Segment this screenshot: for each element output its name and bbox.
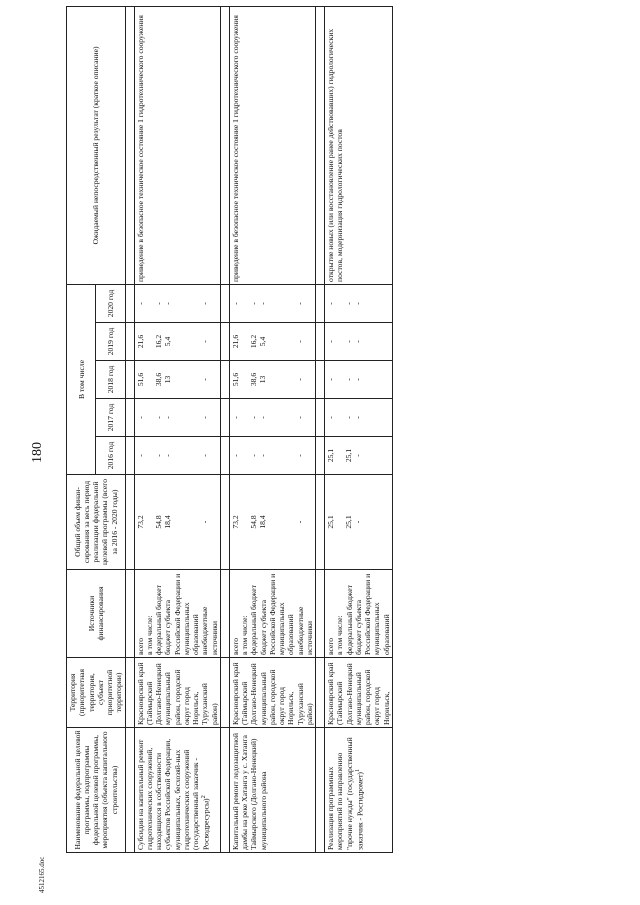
expected-result-cell: приведение в безопасное техническое состояние 1 гидротехнического сооружения	[229, 6, 315, 284]
territory-cell: Красноярский край (Таймырский Долгано-Ненецкий муниципальный район, городской округ город Норильск, Туруханский район)	[229, 658, 315, 728]
program-name: Капитальный ремонт ледозащитной дамбы на реке Хатанга у с. Хатанга Таймырского (Долгано-Ненецкий) муниципального района	[230, 733, 268, 850]
funding-source-label: всего	[135, 637, 145, 655]
year-value: -	[230, 416, 240, 419]
year-value: 13	[257, 375, 267, 384]
footnote-mark: 2	[200, 795, 208, 799]
funding-source-label: внебюджетные источники	[200, 606, 219, 655]
document-code: 4512165.doc	[38, 856, 46, 893]
spacer-cell	[316, 475, 325, 570]
funding-source-label: бюджет субъекта Российской Федерации и муниципальных образований	[353, 573, 391, 655]
funding-source-label: всего	[326, 637, 335, 655]
spacer-cell	[220, 658, 229, 728]
year-value: -	[153, 416, 163, 419]
year-value: -	[230, 302, 240, 305]
year-value-cell	[325, 323, 393, 361]
year-value-cell	[229, 437, 315, 475]
year-value: -	[135, 416, 145, 419]
page-number: 180	[30, 442, 45, 463]
year-value-cell	[229, 399, 315, 437]
year-value: 51,6	[230, 372, 240, 387]
total-value: 73,2	[135, 515, 145, 529]
year-value: 38,6	[248, 372, 258, 387]
year-value-cell	[229, 284, 315, 322]
funding-source-cell	[134, 570, 220, 658]
year-value	[145, 439, 154, 472]
year-value: -	[294, 340, 304, 343]
year-value: 25,1	[344, 448, 353, 463]
total-value: 54,8	[153, 515, 163, 529]
expected-result-cell: открытие новых (или восстановление ранее действовавших) гидрологических постов, модернизация гидрологических постов	[325, 6, 393, 284]
year-value: -	[257, 416, 267, 419]
header-including-group: В том числе	[67, 284, 96, 474]
spacer-cell	[125, 399, 134, 437]
year-value	[240, 325, 249, 358]
year-value: -	[135, 454, 145, 457]
funding-source-label: федеральный бюджет	[154, 585, 163, 655]
header-territory: Территория (приоритетная территория, субъект приоритетной территории)	[67, 658, 126, 728]
spacer-cell	[125, 728, 134, 853]
header-year-2020: 2020 год	[96, 284, 125, 322]
territory-cell: Красноярский край (Таймырский Долгано-Ненецкий муниципальный район, городской округ город Норильск,	[325, 658, 393, 728]
year-value	[335, 439, 344, 472]
funding-source-cell	[229, 570, 315, 658]
spacer-cell	[220, 437, 229, 475]
header-year-2019: 2019 год	[96, 323, 125, 361]
year-value: -	[248, 454, 258, 457]
year-value	[240, 439, 249, 472]
funding-source-label: бюджет субъекта Российской Федерации и муниципальных образований	[258, 573, 296, 655]
spacer-cell	[316, 728, 325, 853]
total-volume-cell	[134, 475, 220, 570]
spacer-cell	[316, 6, 325, 284]
year-value: -	[199, 378, 209, 381]
spacer-cell	[316, 323, 325, 361]
spacer-cell	[125, 437, 134, 475]
year-value: 16,2	[153, 334, 163, 349]
table-row	[325, 6, 393, 852]
expected-result-cell: приведение в безопасное техническое состояние 1 гидротехнического сооружения	[134, 6, 220, 284]
year-value: -	[326, 302, 335, 305]
year-value: -	[294, 416, 304, 419]
table-body	[125, 6, 392, 852]
year-value: -	[326, 378, 335, 381]
spacer-cell	[125, 658, 134, 728]
year-value: -	[153, 454, 163, 457]
year-value-cell	[134, 323, 220, 361]
spacer-row	[220, 6, 229, 852]
year-value-cell	[229, 361, 315, 399]
spacer-cell	[125, 361, 134, 399]
year-value-cell	[134, 361, 220, 399]
spacer-cell	[125, 570, 134, 658]
spacer-cell	[220, 6, 229, 284]
year-value	[145, 363, 154, 396]
spacer-cell	[220, 570, 229, 658]
total-value: -	[199, 520, 209, 524]
funding-source-label: бюджет субъекта Российской Федерации и муниципальных образований	[163, 573, 200, 655]
year-value: -	[199, 454, 209, 457]
program-table	[66, 6, 393, 853]
year-value: -	[344, 416, 353, 419]
funding-source-label: внебюджетные источники	[295, 606, 314, 655]
year-value: -	[257, 302, 267, 305]
spacer-cell	[125, 323, 134, 361]
year-value: -	[353, 378, 362, 381]
total-value: 54,8	[248, 515, 258, 529]
total-value	[240, 477, 249, 567]
year-value	[145, 401, 154, 434]
spacer-row	[125, 6, 134, 852]
year-value: -	[353, 454, 362, 457]
funding-source-label: федеральный бюджет	[249, 585, 259, 655]
year-value: 21,6	[230, 334, 240, 349]
territory-cell: Красноярский край (Таймырский Долгано-Ненецкий муниципальный район, городской округ город Норильск, Туруханский район)	[134, 658, 220, 728]
year-value: -	[153, 302, 163, 305]
spacer-cell	[220, 399, 229, 437]
spacer-cell	[220, 361, 229, 399]
year-value	[335, 325, 344, 358]
total-value: 18,4	[162, 515, 172, 529]
table-row	[229, 6, 315, 852]
funding-source-label: в том числе:	[335, 615, 345, 655]
year-value: -	[326, 340, 335, 343]
header-year-2017: 2017 год	[96, 399, 125, 437]
year-value: -	[294, 378, 304, 381]
total-value: -	[294, 520, 304, 524]
year-value: -	[162, 454, 172, 457]
total-value	[335, 477, 344, 567]
year-value: -	[199, 340, 209, 343]
year-value: -	[326, 416, 335, 419]
year-value: -	[294, 302, 304, 305]
header-row	[67, 6, 96, 852]
table-row	[134, 6, 220, 852]
total-value: 73,2	[230, 515, 240, 529]
year-value-cell	[229, 323, 315, 361]
total-value	[145, 477, 154, 567]
year-value: -	[230, 454, 240, 457]
year-value	[335, 363, 344, 396]
year-value	[145, 325, 154, 358]
year-value	[240, 287, 249, 320]
spacer-cell	[316, 361, 325, 399]
program-name: Субсидии на капитальный ремонт гидротехнических сооружений, находящихся в собственности субъектов Российской Федерации, муниципальных, бесхозяй-ных гидротехнических сооружений (государственный заказчик - Росводресурсы)	[135, 738, 211, 850]
total-value: 25,1	[344, 515, 353, 529]
year-value: -	[162, 416, 172, 419]
spacer-cell	[316, 437, 325, 475]
year-value: -	[344, 340, 353, 343]
year-value: -	[294, 454, 304, 457]
spacer-cell	[316, 570, 325, 658]
spacer-cell	[125, 284, 134, 322]
year-value: 16,2	[248, 334, 258, 349]
spacer-cell	[220, 728, 229, 853]
spacer-cell	[220, 475, 229, 570]
year-value: -	[353, 416, 362, 419]
year-value-cell	[325, 437, 393, 475]
year-value-cell	[134, 437, 220, 475]
year-value-cell	[134, 399, 220, 437]
spacer-cell	[220, 284, 229, 322]
total-value: 18,4	[257, 515, 267, 529]
year-value: 5,4	[257, 336, 267, 347]
spacer-cell	[220, 323, 229, 361]
program-name: Реализация программных мероприятий по направлению "прочие нужды" (государственный заказчик - Росгидромет)	[326, 737, 365, 850]
year-value: -	[162, 302, 172, 305]
year-value	[145, 287, 154, 320]
year-value: -	[135, 302, 145, 305]
year-value: 21,6	[135, 334, 145, 349]
year-value: -	[199, 302, 209, 305]
funding-source-cell	[325, 570, 393, 658]
program-name-cell	[134, 728, 220, 853]
spacer-cell	[316, 284, 325, 322]
year-value: -	[344, 302, 353, 305]
header-funding-source: Источники финансирования	[67, 570, 126, 658]
spacer-cell	[316, 399, 325, 437]
year-value: -	[248, 416, 258, 419]
header-program-name: Наименование федеральной целевой программы, подпрограммы федеральной целевой программы, мероприятия (объекта капитального строительства)	[67, 728, 126, 853]
spacer-cell	[125, 6, 134, 284]
year-value: 51,6	[135, 372, 145, 387]
year-value	[240, 401, 249, 434]
total-volume-cell	[325, 475, 393, 570]
year-value-cell	[325, 284, 393, 322]
total-value: 25,1	[326, 515, 335, 529]
funding-source-label: в том числе:	[144, 615, 154, 655]
header-expected-result: Ожидаемый непосредственный результат (краткое описание)	[67, 6, 126, 284]
program-name-cell	[229, 728, 315, 853]
year-value-cell	[325, 399, 393, 437]
year-value	[240, 363, 249, 396]
total-volume-cell	[229, 475, 315, 570]
spacer-row	[316, 6, 325, 852]
header-year-2016: 2016 год	[96, 437, 125, 475]
year-value: -	[344, 378, 353, 381]
funding-source-label: в том числе:	[240, 615, 249, 655]
footnote-mark: 1	[353, 768, 361, 773]
year-value: 13	[162, 375, 172, 384]
year-value	[335, 287, 344, 320]
year-value: -	[199, 416, 209, 419]
year-value-cell	[325, 361, 393, 399]
funding-source-label: федеральный бюджет	[344, 585, 354, 655]
year-value: 38,6	[153, 372, 163, 387]
year-value: -	[353, 302, 362, 305]
funding-source-label: всего	[230, 637, 240, 655]
spacer-cell	[125, 475, 134, 570]
year-value: -	[248, 302, 258, 305]
header-total-volume: Общий объем финан-сирования за весь период реализации федеральной целевой программы (всего за 2016 - 2020 годы)	[67, 475, 126, 570]
year-value-cell	[134, 284, 220, 322]
year-value: -	[257, 454, 267, 457]
spacer-cell	[316, 658, 325, 728]
year-value: 25,1	[326, 448, 335, 463]
year-value	[335, 401, 344, 434]
year-value: 5,4	[162, 336, 172, 347]
year-value: -	[353, 340, 362, 343]
program-name-cell	[325, 728, 393, 853]
total-value: -	[353, 520, 362, 524]
header-year-2018: 2018 год	[96, 361, 125, 399]
